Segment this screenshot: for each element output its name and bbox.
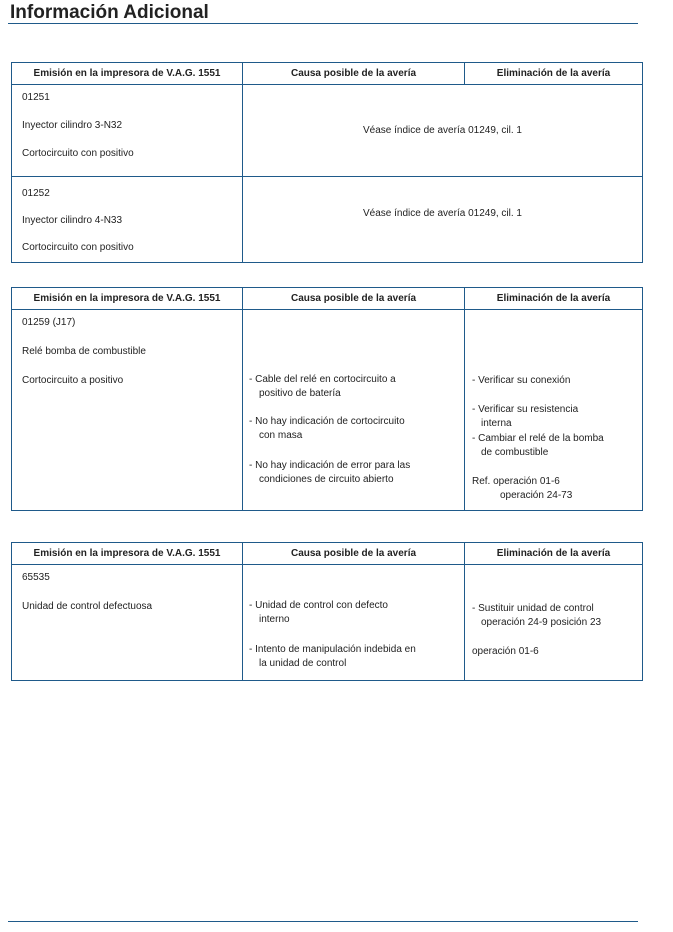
header-possible-cause: Causa posible de la avería — [243, 543, 465, 565]
fault-reference: Véase índice de avería 01249, cil. 1 — [363, 125, 522, 136]
header-remedy: Eliminación de la avería — [465, 543, 643, 565]
table-header-row — [12, 63, 643, 85]
fault-reference-cell — [243, 177, 643, 263]
fault-code: 65535 — [22, 572, 50, 583]
remedy-item: - Cambiar el relé de la bomba — [472, 433, 604, 444]
fault-reference-cell — [243, 85, 643, 177]
page-title: Información Adicional — [10, 2, 209, 23]
remedy-item: de combustible — [481, 447, 549, 458]
fault-component: Inyector cilindro 3-N32 — [22, 120, 123, 131]
remedy-cell — [465, 565, 643, 681]
header-possible-cause: Causa posible de la avería — [243, 63, 465, 85]
table-row — [12, 565, 643, 681]
fault-table-1 — [11, 62, 643, 263]
cause-item — [249, 459, 410, 487]
fault-output-cell — [12, 177, 243, 263]
table-row — [12, 85, 643, 177]
remedy-reference: Ref. operación 01-6 — [472, 476, 560, 487]
fault-condition: Cortocircuito con positivo — [22, 242, 134, 253]
remedy-item: - Verificar su conexión — [472, 375, 571, 386]
fault-condition: Cortocircuito con positivo — [22, 148, 134, 159]
cause-line: interno — [259, 614, 290, 625]
fault-output-cell — [12, 85, 243, 177]
cause-line: - Cable del relé en cortocircuito a — [249, 374, 396, 385]
cause-line: la unidad de control — [259, 658, 347, 669]
possible-cause-cell — [243, 310, 465, 511]
fault-component: Inyector cilindro 4-N33 — [22, 215, 123, 226]
fault-component: Unidad de control defectuosa — [22, 601, 153, 612]
remedy-reference: operación 24-73 — [500, 490, 573, 501]
remedy-item: operación 24-9 posición 23 — [481, 617, 602, 628]
fault-output-cell — [12, 565, 243, 681]
remedy-reference: operación 01-6 — [472, 646, 539, 657]
cause-line: positivo de batería — [259, 388, 341, 399]
remedy-item: - Verificar su resistencia — [472, 404, 579, 415]
table-header-row — [12, 288, 643, 310]
cause-item — [249, 643, 416, 671]
header-possible-cause: Causa posible de la avería — [243, 288, 465, 310]
cause-item — [249, 599, 388, 627]
remedy-cell — [465, 310, 643, 511]
footer-divider — [8, 921, 638, 922]
cause-line: - No hay indicación de cortocircuito — [249, 416, 405, 427]
table-header-row — [12, 543, 643, 565]
table-row — [12, 310, 643, 511]
remedy-item: - Sustituir unidad de control — [472, 603, 594, 614]
header-printer-output: Emisión en la impresora de V.A.G. 1551 — [12, 63, 243, 85]
fault-code: 01252 — [22, 188, 50, 199]
cause-line: - No hay indicación de error para las — [249, 460, 411, 471]
cause-item — [249, 373, 396, 401]
remedy-item: interna — [481, 418, 512, 429]
fault-code: 01259 (J17) — [22, 317, 76, 328]
cause-line: - Intento de manipulación indebida en — [249, 644, 416, 655]
header-printer-output: Emisión en la impresora de V.A.G. 1551 — [12, 288, 243, 310]
cause-line: con masa — [259, 430, 303, 441]
title-divider — [8, 23, 638, 24]
possible-cause-cell — [243, 565, 465, 681]
fault-table-2 — [11, 287, 643, 511]
fault-code: 01251 — [22, 92, 50, 103]
fault-table-3 — [11, 542, 643, 681]
fault-condition: Cortocircuito a positivo — [22, 375, 124, 386]
header-printer-output: Emisión en la impresora de V.A.G. 1551 — [12, 543, 243, 565]
cause-item — [249, 415, 405, 443]
header-remedy: Eliminación de la avería — [465, 63, 643, 85]
cause-line: condiciones de circuito abierto — [259, 474, 394, 485]
header-remedy: Eliminación de la avería — [465, 288, 643, 310]
fault-component: Relé bomba de combustible — [22, 346, 146, 357]
table-row — [12, 177, 643, 263]
cause-line: - Unidad de control con defecto — [249, 600, 388, 611]
fault-output-cell — [12, 310, 243, 511]
fault-reference: Véase índice de avería 01249, cil. 1 — [363, 208, 522, 219]
